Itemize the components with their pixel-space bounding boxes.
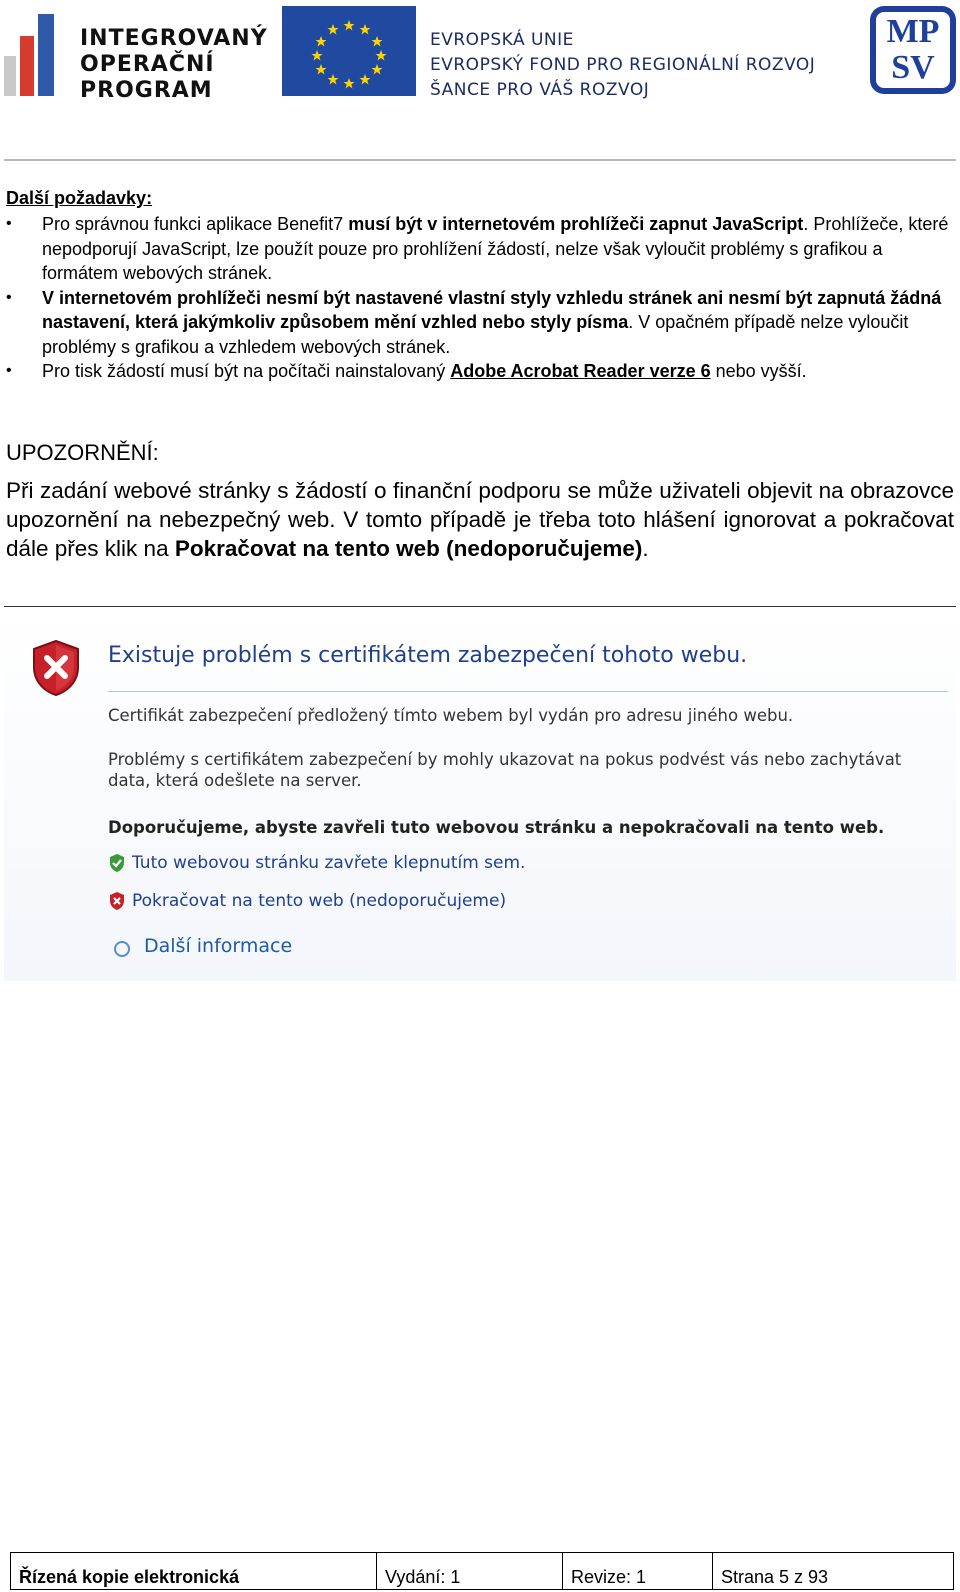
iop-logo (4, 8, 268, 103)
mpsv-logo (870, 6, 956, 94)
iop-logo-text (80, 26, 268, 104)
b2-text-bold: V internetovém prohlížeči nesmí být nastavené vlastní styly vzhledu stránek ani nesmí být zapnutá žádná nastavení, která jakýmkoliv způsobem mění vzhled nebo styly písma (42, 287, 942, 332)
b3-text-c: nebo vyšší. (710, 361, 807, 381)
document-footer (10, 1552, 954, 1590)
iop-line-2: OPERAČNÍ (80, 52, 215, 77)
iop-line-3: PROGRAM (80, 78, 213, 103)
recommendation-text: Doporučujeme, abyste zavřeli tuto webovou stránku a nepokračovali na tento web. (108, 818, 885, 837)
continue-link[interactable]: Pokračovat na tento web (nedoporučujeme) (132, 891, 507, 911)
eu-text (430, 28, 815, 103)
iop-logo-bar-red (20, 36, 34, 96)
list-item (6, 286, 950, 360)
iop-logo-bar-blue (38, 14, 54, 96)
b1-text-bold: musí být v internetovém prohlížeči zapnut JavaScript (348, 214, 804, 234)
footer-page-number: Strana 5 z 93 (721, 1567, 829, 1587)
warning-text-bold: Pokračovat na tento web (nedoporučujeme) (174, 536, 643, 561)
shield-error-icon (30, 639, 82, 697)
warning-text-a: Při zadání webové stránky s žádostí o finanční podporu se může uživateli objevit na obrazovce upozornění na nebezpečný web. V tomto případě je třeba toto hlášení ignorovat a pokračovat dále přes klik na (6, 478, 954, 561)
iop-logo-bar-gray (4, 56, 16, 96)
list-item (6, 212, 950, 286)
b1-text-c: . Prohlížeče, které nepodporují JavaScript, lze použít pouze pro prohlížení žádostí, nelze však vyloučit problémy s grafikou a formátem webových stránek. (42, 214, 949, 283)
footer-revision: Revize: 1 (563, 1553, 713, 1589)
b2-text-b: . V opačném případě nelze vyloučit problémy s grafikou a vzhledem webových stránek. (42, 312, 909, 357)
eu-line-1: EVROPSKÁ UNIE (430, 30, 574, 50)
footer-copy-type: Řízená kopie elektronická (11, 1553, 377, 1589)
certificate-warning-screenshot (4, 606, 956, 981)
b1-text-a: Pro správnou funkci aplikace Benefit7 (42, 214, 349, 234)
warning-text-c: . (642, 536, 649, 561)
close-page-link[interactable]: Tuto webovou stránku zavřete klepnutím sem. (132, 853, 526, 873)
eu-line-3: ŠANCE PRO VÁŠ ROZVOJ (430, 80, 650, 100)
list-item (6, 359, 950, 384)
acrobat-reader-text: Adobe Acrobat Reader verze 6 (450, 361, 711, 381)
shield-error-small-icon (108, 891, 126, 911)
eu-line-2: EVROPSKÝ FOND PRO REGIONÁLNÍ ROZVOJ (430, 55, 816, 75)
certificate-mismatch-text: Certifikát zabezpečení předložený tímto webem byl vydán pro adresu jiného webu. (108, 706, 794, 725)
warning-title: Existuje problém s certifikátem zabezpečení tohoto webu. (108, 643, 748, 668)
shield-check-icon (108, 853, 126, 873)
eu-flag-icon (282, 6, 416, 96)
iop-line-1: INTEGROVANÝ (80, 26, 268, 51)
mpsv-logo-inner (876, 12, 950, 88)
warning-paragraph (6, 476, 954, 563)
footer-edition: Vydání: 1 (377, 1553, 563, 1589)
more-info-link[interactable]: Další informace (144, 935, 293, 957)
mpsv-line-1: MP (886, 13, 940, 50)
header-divider (4, 159, 956, 161)
chevron-down-icon[interactable] (114, 941, 130, 957)
document-header (0, 0, 960, 110)
mpsv-line-2: SV (891, 49, 935, 86)
warning-heading: UPOZORNĚNÍ: (6, 440, 159, 465)
b3-text-a: Pro tisk žádostí musí být na počítači nainstalovaný (42, 361, 451, 381)
requirements-list (6, 212, 950, 384)
requirements-heading: Další požadavky: (6, 188, 153, 208)
warning-title-divider (108, 691, 948, 692)
certificate-problem-text: Problémy s certifikátem zabezpečení by mohly ukazovat na pokus podvést vás nebo zachytávat data, která odešlete na server. (108, 750, 902, 790)
